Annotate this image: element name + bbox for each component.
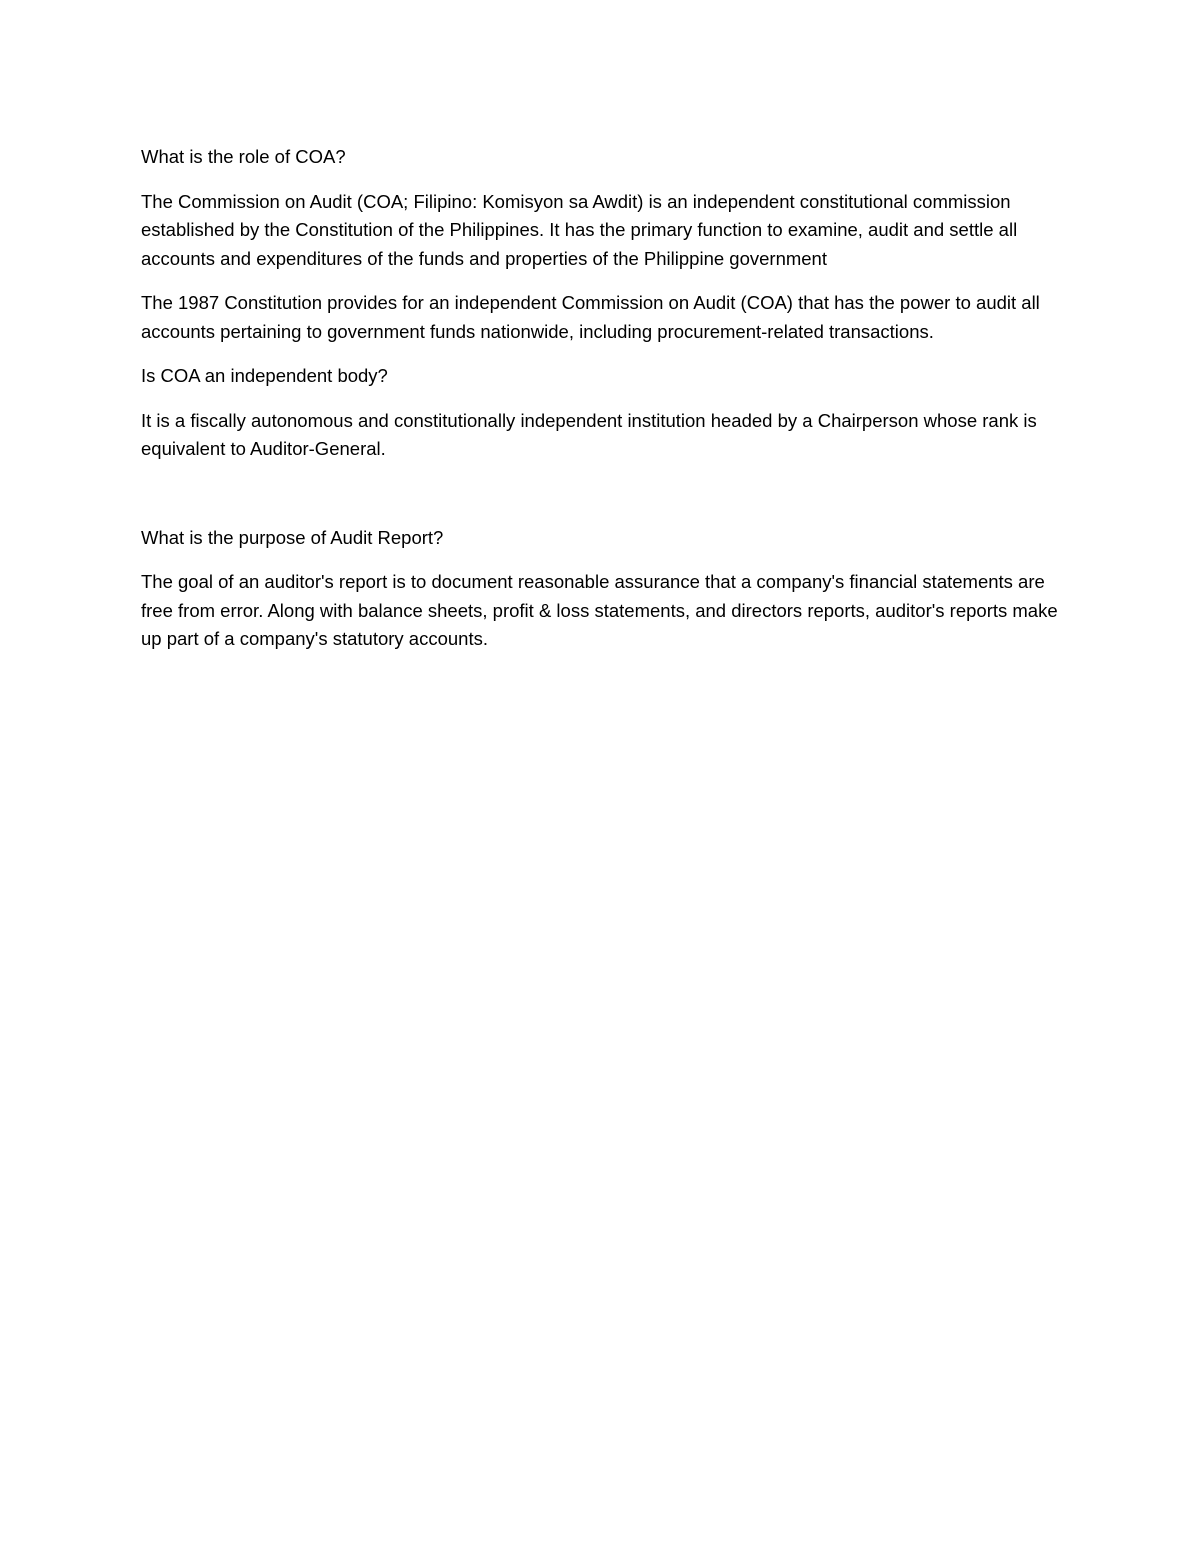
answer-coa-definition: The Commission on Audit (COA; Filipino: Komisyon sa Awdit) is an independent constitutional commission established by the Constitution of the Philippines. It has the primary function to examine, audit and settle all accounts and expenditures of the funds and properties of the Philippine government xyxy=(141,190,1018,269)
question-role-of-coa: What is the role of COA? xyxy=(141,146,346,167)
answer-coa-independent: It is a fiscally autonomous and constitutionally independent institution headed by a Chairperson whose rank is equivalent to Auditor-General. xyxy=(141,409,1037,459)
blank-line xyxy=(141,480,1061,524)
question-audit-report-purpose: What is the purpose of Audit Report? xyxy=(141,526,444,548)
question-coa-independent: Is COA an independent body? xyxy=(141,365,388,386)
answer-audit-report-purpose: The goal of an auditor's report is to document reasonable assurance that a company's financial statements are free from error. Along with balance sheets, profit & loss statements, and directors reports, auditor's reports make up part of a company's statutory accounts. xyxy=(141,571,1058,649)
answer-1987-constitution: The 1987 Constitution provides for an independent Commission on Audit (COA) that has the power to audit all accounts pertaining to government funds nationwide, including procurement-related transactions. xyxy=(141,292,1040,342)
document-body xyxy=(141,143,1061,670)
